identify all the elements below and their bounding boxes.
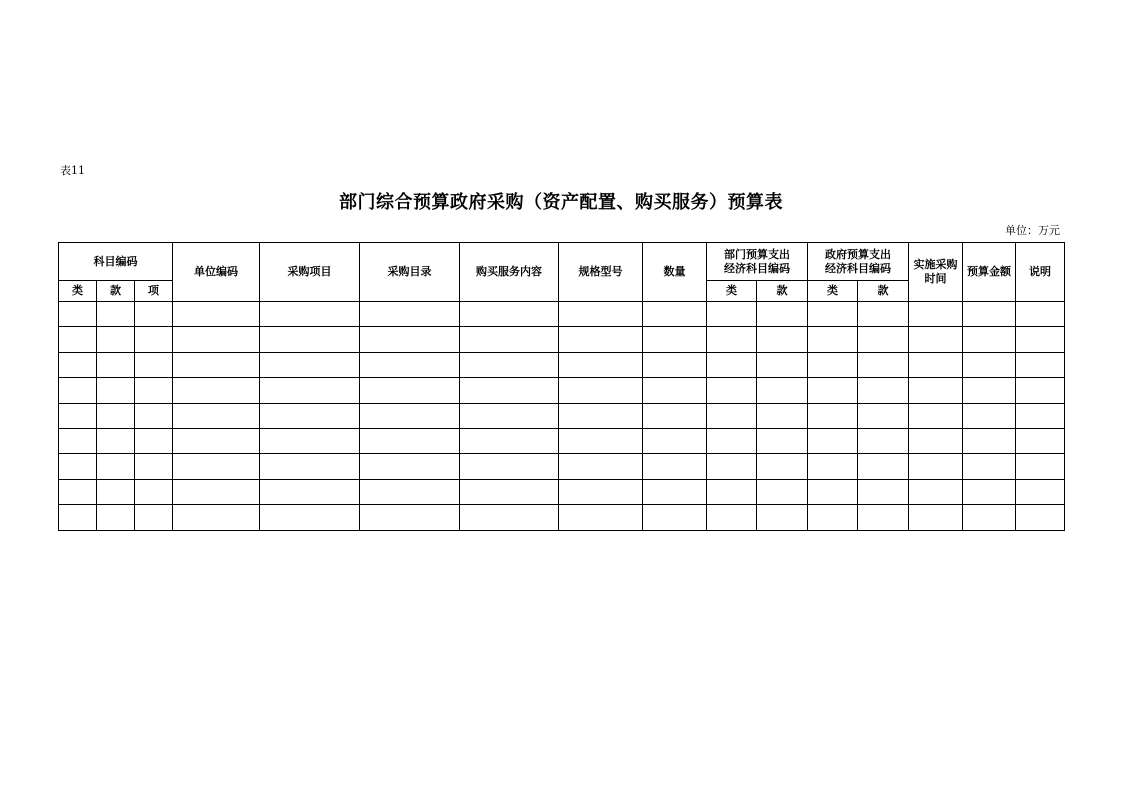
table-cell [135,378,173,403]
header-budget-amount: 预算金额 [963,243,1016,302]
table-cell [643,454,707,479]
table-row [59,352,1065,377]
table-cell [909,479,963,504]
header-subject-xiang: 项 [135,281,173,302]
table-cell [97,302,135,327]
table-cell [460,352,559,377]
table-cell [757,505,808,530]
table-cell [1016,505,1065,530]
table-cell [360,378,460,403]
table-cell [135,327,173,352]
table-cell [135,302,173,327]
header-dept-budget-code [707,243,808,281]
table-cell [135,479,173,504]
table-cell [909,505,963,530]
header-procurement-catalog: 采购目录 [360,243,460,302]
table-cell [460,302,559,327]
header-quantity: 数量 [643,243,707,302]
table-cell [858,327,909,352]
table-cell [260,403,360,428]
table-cell [808,352,858,377]
table-cell [909,378,963,403]
table-cell [360,327,460,352]
table-cell [808,479,858,504]
table-cell [360,352,460,377]
table-cell [1016,428,1065,453]
table-cell [858,352,909,377]
table-cell [643,302,707,327]
table-cell [963,403,1016,428]
table-cell [1016,352,1065,377]
page-title: 部门综合预算政府采购（资产配置、购买服务）预算表 [339,192,783,213]
table-cell [59,352,97,377]
header-subject-lei: 类 [59,281,97,302]
table-cell [460,327,559,352]
table-cell [360,479,460,504]
table-cell [1016,454,1065,479]
table-cell [460,454,559,479]
table-cell [260,479,360,504]
table-cell [858,479,909,504]
table-cell [135,403,173,428]
table-cell [707,352,757,377]
table-cell [808,327,858,352]
table-cell [909,403,963,428]
table-cell [173,378,260,403]
table-cell [135,428,173,453]
table-cell [59,505,97,530]
table-cell [97,479,135,504]
table-cell [173,352,260,377]
table-cell [909,428,963,453]
header-impl-time-text: 实施采购 时间 [913,258,958,285]
table-cell [173,479,260,504]
table-cell [858,428,909,453]
header-gov-lei: 类 [808,281,858,302]
header-dept-lei: 类 [707,281,757,302]
table-cell [707,302,757,327]
table-cell [909,327,963,352]
table-cell [260,302,360,327]
table-row [59,378,1065,403]
table-cell [808,403,858,428]
table-cell [808,302,858,327]
table-cell [559,352,643,377]
table-cell [97,327,135,352]
table-cell [808,454,858,479]
table-cell [59,302,97,327]
table-cell [460,403,559,428]
table-body [59,302,1065,531]
procurement-budget-table [58,242,1065,531]
header-dept-budget-code-text: 部门预算支出 经济科目编码 [724,247,790,275]
table-cell [707,479,757,504]
table-cell [59,479,97,504]
table-cell [1016,327,1065,352]
table-cell [858,454,909,479]
table-cell [858,403,909,428]
table-row [59,403,1065,428]
table-cell [460,428,559,453]
unit-label: 单位：万元 [1005,224,1060,237]
table-cell [460,505,559,530]
table-cell [559,327,643,352]
table-cell [59,428,97,453]
header-dept-kuan: 款 [757,281,808,302]
table-cell [909,352,963,377]
table-cell [707,428,757,453]
header-subject-code: 科目编码 [59,243,173,281]
table-cell [59,378,97,403]
table-cell [808,505,858,530]
table-cell [559,428,643,453]
table-cell [963,352,1016,377]
table-cell [858,302,909,327]
table-cell [360,302,460,327]
table-cell [97,352,135,377]
table-cell [173,428,260,453]
table-cell [59,454,97,479]
table-cell [909,302,963,327]
table-cell [260,454,360,479]
table-number: 表11 [60,164,85,177]
table-cell [643,505,707,530]
table-cell [559,403,643,428]
table-cell [559,454,643,479]
table-cell [707,378,757,403]
table-cell [757,403,808,428]
table-cell [707,403,757,428]
table-cell [757,454,808,479]
table-cell [909,454,963,479]
table-cell [260,428,360,453]
table-cell [643,378,707,403]
table-cell [360,454,460,479]
header-gov-budget-code-text: 政府预算支出 经济科目编码 [825,247,891,275]
table-cell [260,378,360,403]
table-row [59,454,1065,479]
table-cell [173,302,260,327]
table-cell [135,454,173,479]
table-cell [963,479,1016,504]
table-cell [858,378,909,403]
table-cell [559,479,643,504]
table-cell [757,428,808,453]
table-cell [59,327,97,352]
table-cell [260,327,360,352]
table-cell [643,428,707,453]
table-row [59,428,1065,453]
header-unit-code: 单位编码 [173,243,260,302]
table-cell [963,428,1016,453]
header-impl-time [909,243,963,302]
table-cell [643,327,707,352]
table-row [59,302,1065,327]
table-cell [757,327,808,352]
table-row [59,505,1065,530]
header-row-1 [59,243,1065,281]
table-cell [757,378,808,403]
table-cell [963,454,1016,479]
table-cell [360,403,460,428]
table-cell [59,403,97,428]
table-cell [963,378,1016,403]
table-cell [643,403,707,428]
table-cell [559,302,643,327]
table-cell [808,428,858,453]
table-cell [97,403,135,428]
table-cell [97,428,135,453]
header-service-content: 购买服务内容 [460,243,559,302]
table-cell [97,505,135,530]
table-cell [173,454,260,479]
table-cell [707,505,757,530]
table-cell [757,302,808,327]
table-cell [808,378,858,403]
table-cell [757,479,808,504]
table-cell [260,352,360,377]
table-cell [97,454,135,479]
table-cell [1016,378,1065,403]
table-cell [360,505,460,530]
table-row [59,327,1065,352]
table-row [59,479,1065,504]
table-cell [963,302,1016,327]
table-cell [643,352,707,377]
table-cell [858,505,909,530]
table-cell [360,428,460,453]
table-cell [173,327,260,352]
table-cell [135,352,173,377]
table-cell [963,505,1016,530]
table-cell [757,352,808,377]
table-cell [707,454,757,479]
table-cell [559,505,643,530]
table-cell [173,505,260,530]
table-cell [260,505,360,530]
header-subject-kuan: 款 [97,281,135,302]
header-gov-budget-code [808,243,909,281]
table-cell [1016,302,1065,327]
table-cell [963,327,1016,352]
header-note: 说明 [1016,243,1065,302]
table-cell [173,403,260,428]
table-cell [97,378,135,403]
header-spec-model: 规格型号 [559,243,643,302]
table-cell [1016,403,1065,428]
header-procurement-item: 采购项目 [260,243,360,302]
table-cell [1016,479,1065,504]
header-gov-kuan: 款 [858,281,909,302]
table-cell [135,505,173,530]
table-cell [460,479,559,504]
table-cell [460,378,559,403]
table-cell [643,479,707,504]
table-cell [707,327,757,352]
table-cell [559,378,643,403]
